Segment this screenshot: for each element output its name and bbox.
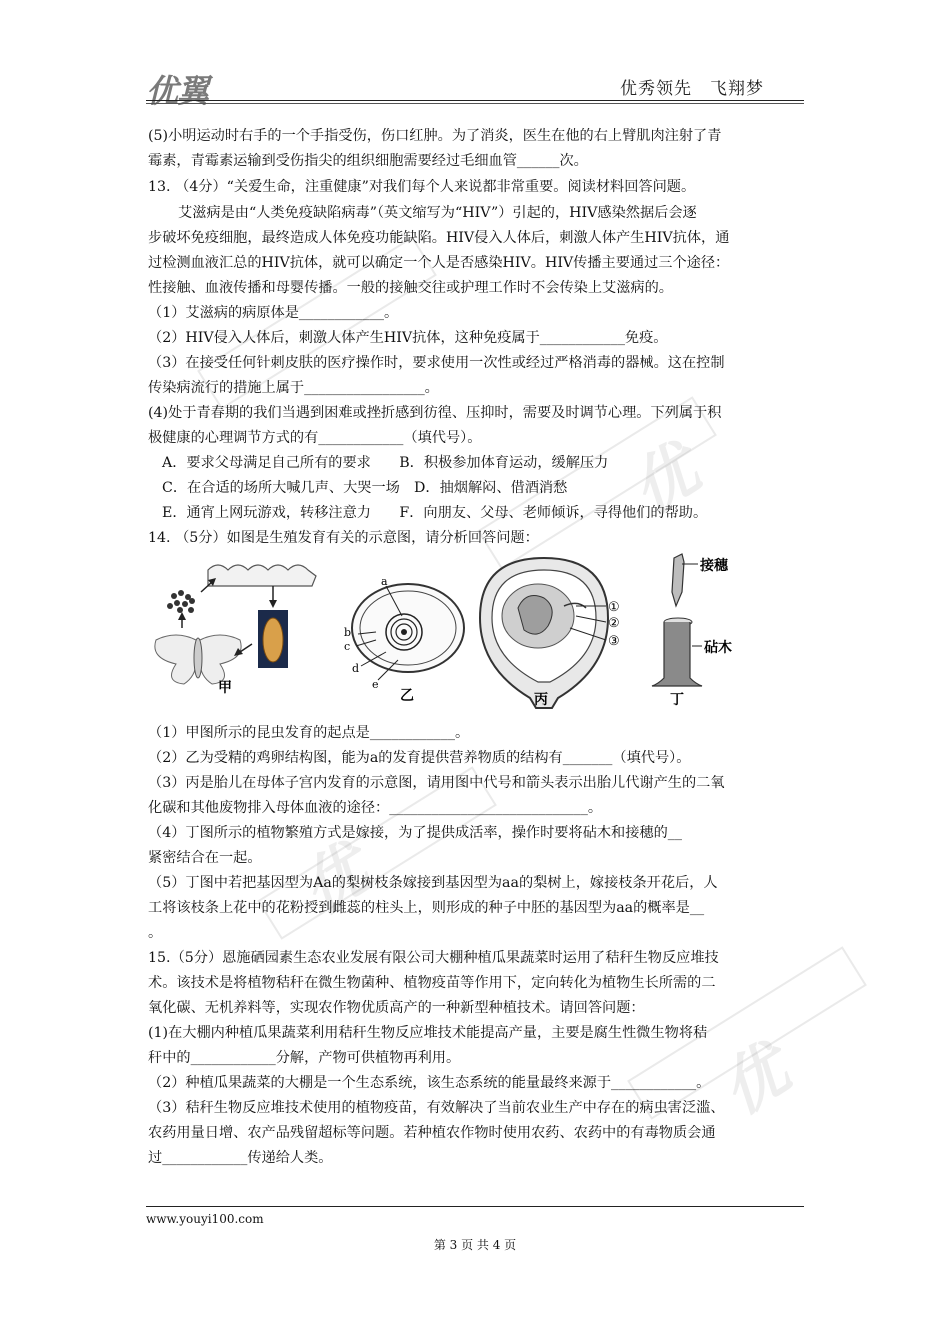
text-line: 农药用量日增、农产品残留超标等问题。若种植农作物时使用农药、农药中的有毒物质会通	[148, 1125, 716, 1141]
text-line: 术。该技术是将植物秸秆在微生物菌种、植物疫苗等作用下，定向转化为植物生长所需的二	[148, 975, 716, 991]
question-15-heading: 15.（5分）恩施硒园素生态农业发展有限公司大棚种植瓜果蔬菜时运用了秸秆生物反应堆技	[148, 950, 719, 966]
text-line: 霉素，青霉素运输到受伤指尖的组织细胞需要经过毛细血管______次。	[148, 153, 588, 169]
text-line: 步破坏免疫细胞，最终造成人体免疫功能缺陷。HIV侵入人体后，刺激人体产生HIV抗体，通	[148, 230, 730, 246]
watermark: 优	[288, 832, 382, 930]
egg-label-b: b	[344, 626, 352, 639]
footer-divider	[146, 1206, 804, 1207]
egg-label-d: d	[352, 662, 360, 675]
text-line: （2）乙为受精的鸡卵结构图，能为a的发育提供营养物质的结构有_______（填代号）。	[148, 750, 691, 766]
text-line: 传染病流行的措施上属于_________________。	[148, 380, 439, 396]
text-line: （2）种植瓜果蔬菜的大棚是一个生态系统，该生态系统的能量最终来源于____________。	[148, 1075, 711, 1091]
header-slogan: 优秀领先 飞翔梦	[620, 79, 764, 99]
text-line: （5）丁图中若把基因型为Aa的梨树枝条嫁接到基因型为aa的梨树上，嫁接枝条开花后，人	[148, 875, 718, 891]
option-line: C．在合适的场所大喊几声、大哭一场 D．抽烟解闷、借酒消愁	[162, 480, 568, 496]
brand-logo: 优翼	[146, 72, 209, 110]
figure-jia-insect-cycle	[155, 565, 316, 696]
text-line: （1）艾滋病的病原体是____________。	[148, 305, 399, 321]
watermark: 优	[708, 1032, 802, 1130]
graft-label-scion: 接穗	[700, 558, 728, 574]
egg-label-a: a	[381, 575, 388, 588]
question-14-heading: 14. （5分）如图是生殖发育有关的示意图，请分析回答问题：	[148, 530, 539, 546]
figure-label-bing: 丙	[534, 692, 548, 708]
option-line: E．通宵上网玩游戏，转移注意力 F．向朋友、父母、老师倾诉，寻得他们的帮助。	[162, 505, 708, 521]
figure-label-ding: 丁	[670, 692, 684, 708]
option-line: A．要求父母满足自己所有的要求 B．积极参加体育运动，缓解压力	[162, 455, 609, 471]
text-line: （2）HIV侵入人体后，刺激人体产生HIV抗体，这种免疫属于____________免疫。	[148, 330, 668, 346]
text-line: （1）甲图所示的昆虫发育的起点是____________。	[148, 725, 470, 741]
text-line: 过____________传递给人类。	[148, 1150, 333, 1166]
figure-label-jia: 甲	[218, 680, 232, 696]
text-line: (1)在大棚内种植瓜果蔬菜利用秸秆生物反应堆技术能提高产量，主要是腐生性微生物将秸	[148, 1025, 708, 1041]
text-line: (4)处于青春期的我们当遇到困难或挫折感到彷徨、压抑时，需要及时调节心理。下列属于积	[148, 405, 722, 421]
uterus-label-2: ②	[608, 616, 620, 631]
text-line: （3）在接受任何针刺皮肤的医疗操作时，要求使用一次性或经过严格消毒的器械。这在控制	[148, 355, 725, 371]
figure-label-yi: 乙	[400, 688, 414, 704]
reproduction-figure	[146, 548, 806, 716]
figure-bing-uterus	[480, 558, 620, 708]
text-line: 艾滋病是由“人类免疫缺陷病毒”（英文缩写为“HIV”）引起的，HIV感染然据后会逐	[178, 205, 697, 221]
egg-label-c: c	[344, 640, 351, 653]
text-line: 秆中的____________分解，产物可供植物再利用。	[148, 1050, 461, 1066]
text-line: 化碳和其他废物排入母体血液的途径：____________________________。	[148, 800, 603, 816]
figure-ding-grafting	[652, 554, 732, 708]
question-13-heading: 13. （4分）“关爱生命，注重健康”对我们每个人来说都非常重要。阅读材料回答问题。	[148, 179, 696, 195]
graft-label-rootstock: 砧木	[704, 640, 732, 656]
watermark: 优	[618, 432, 712, 530]
egg-label-e: e	[372, 678, 379, 691]
text-line: 紧密结合在一起。	[148, 850, 262, 866]
text-line: 。	[148, 925, 163, 941]
text-line: (5)小明运动时右手的一个手指受伤，伤口红肿。为了消炎，医生在他的右上臂肌肉注射了青	[148, 128, 722, 144]
uterus-label-3: ③	[608, 634, 620, 649]
uterus-label-1: ①	[608, 600, 620, 615]
text-line: 工将该枝条上花中的花粉授到雌蕊的柱头上，则形成的种子中胚的基因型为aa的概率是__	[148, 900, 705, 916]
header-divider	[146, 103, 804, 104]
page-number: 第 3 页 共 4 页	[433, 1238, 517, 1252]
text-line: 极健康的心理调节方式的有____________（填代号）。	[148, 430, 482, 446]
figure-yi-egg	[344, 575, 464, 704]
footer-url: www.youyi100.com	[146, 1212, 264, 1226]
text-line: 性接触、血液传播和母婴传播。一般的接触交往或护理工作时不会传染上艾滋病的。	[148, 280, 673, 296]
text-line: （4）丁图所示的植物繁殖方式是嫁接，为了提供成活率，操作时要将砧木和接穗的__	[148, 825, 682, 841]
text-line: 过检测血液汇总的HIV抗体，就可以确定一个人是否感染HIV。HIV传播主要通过三个途径：	[148, 255, 730, 271]
text-line: （3）秸秆生物反应堆技术使用的植物疫苗，有效解决了当前农业生产中存在的病虫害泛滥、	[148, 1100, 725, 1116]
text-line: 氧化碳、无机养料等，实现农作物优质高产的一种新型种植技术。请回答问题：	[148, 1000, 645, 1016]
header-divider	[146, 100, 804, 101]
text-line: （3）丙是胎儿在母体子宫内发育的示意图，请用图中代号和箭头表示出胎儿代谢产生的二氧	[148, 775, 725, 791]
